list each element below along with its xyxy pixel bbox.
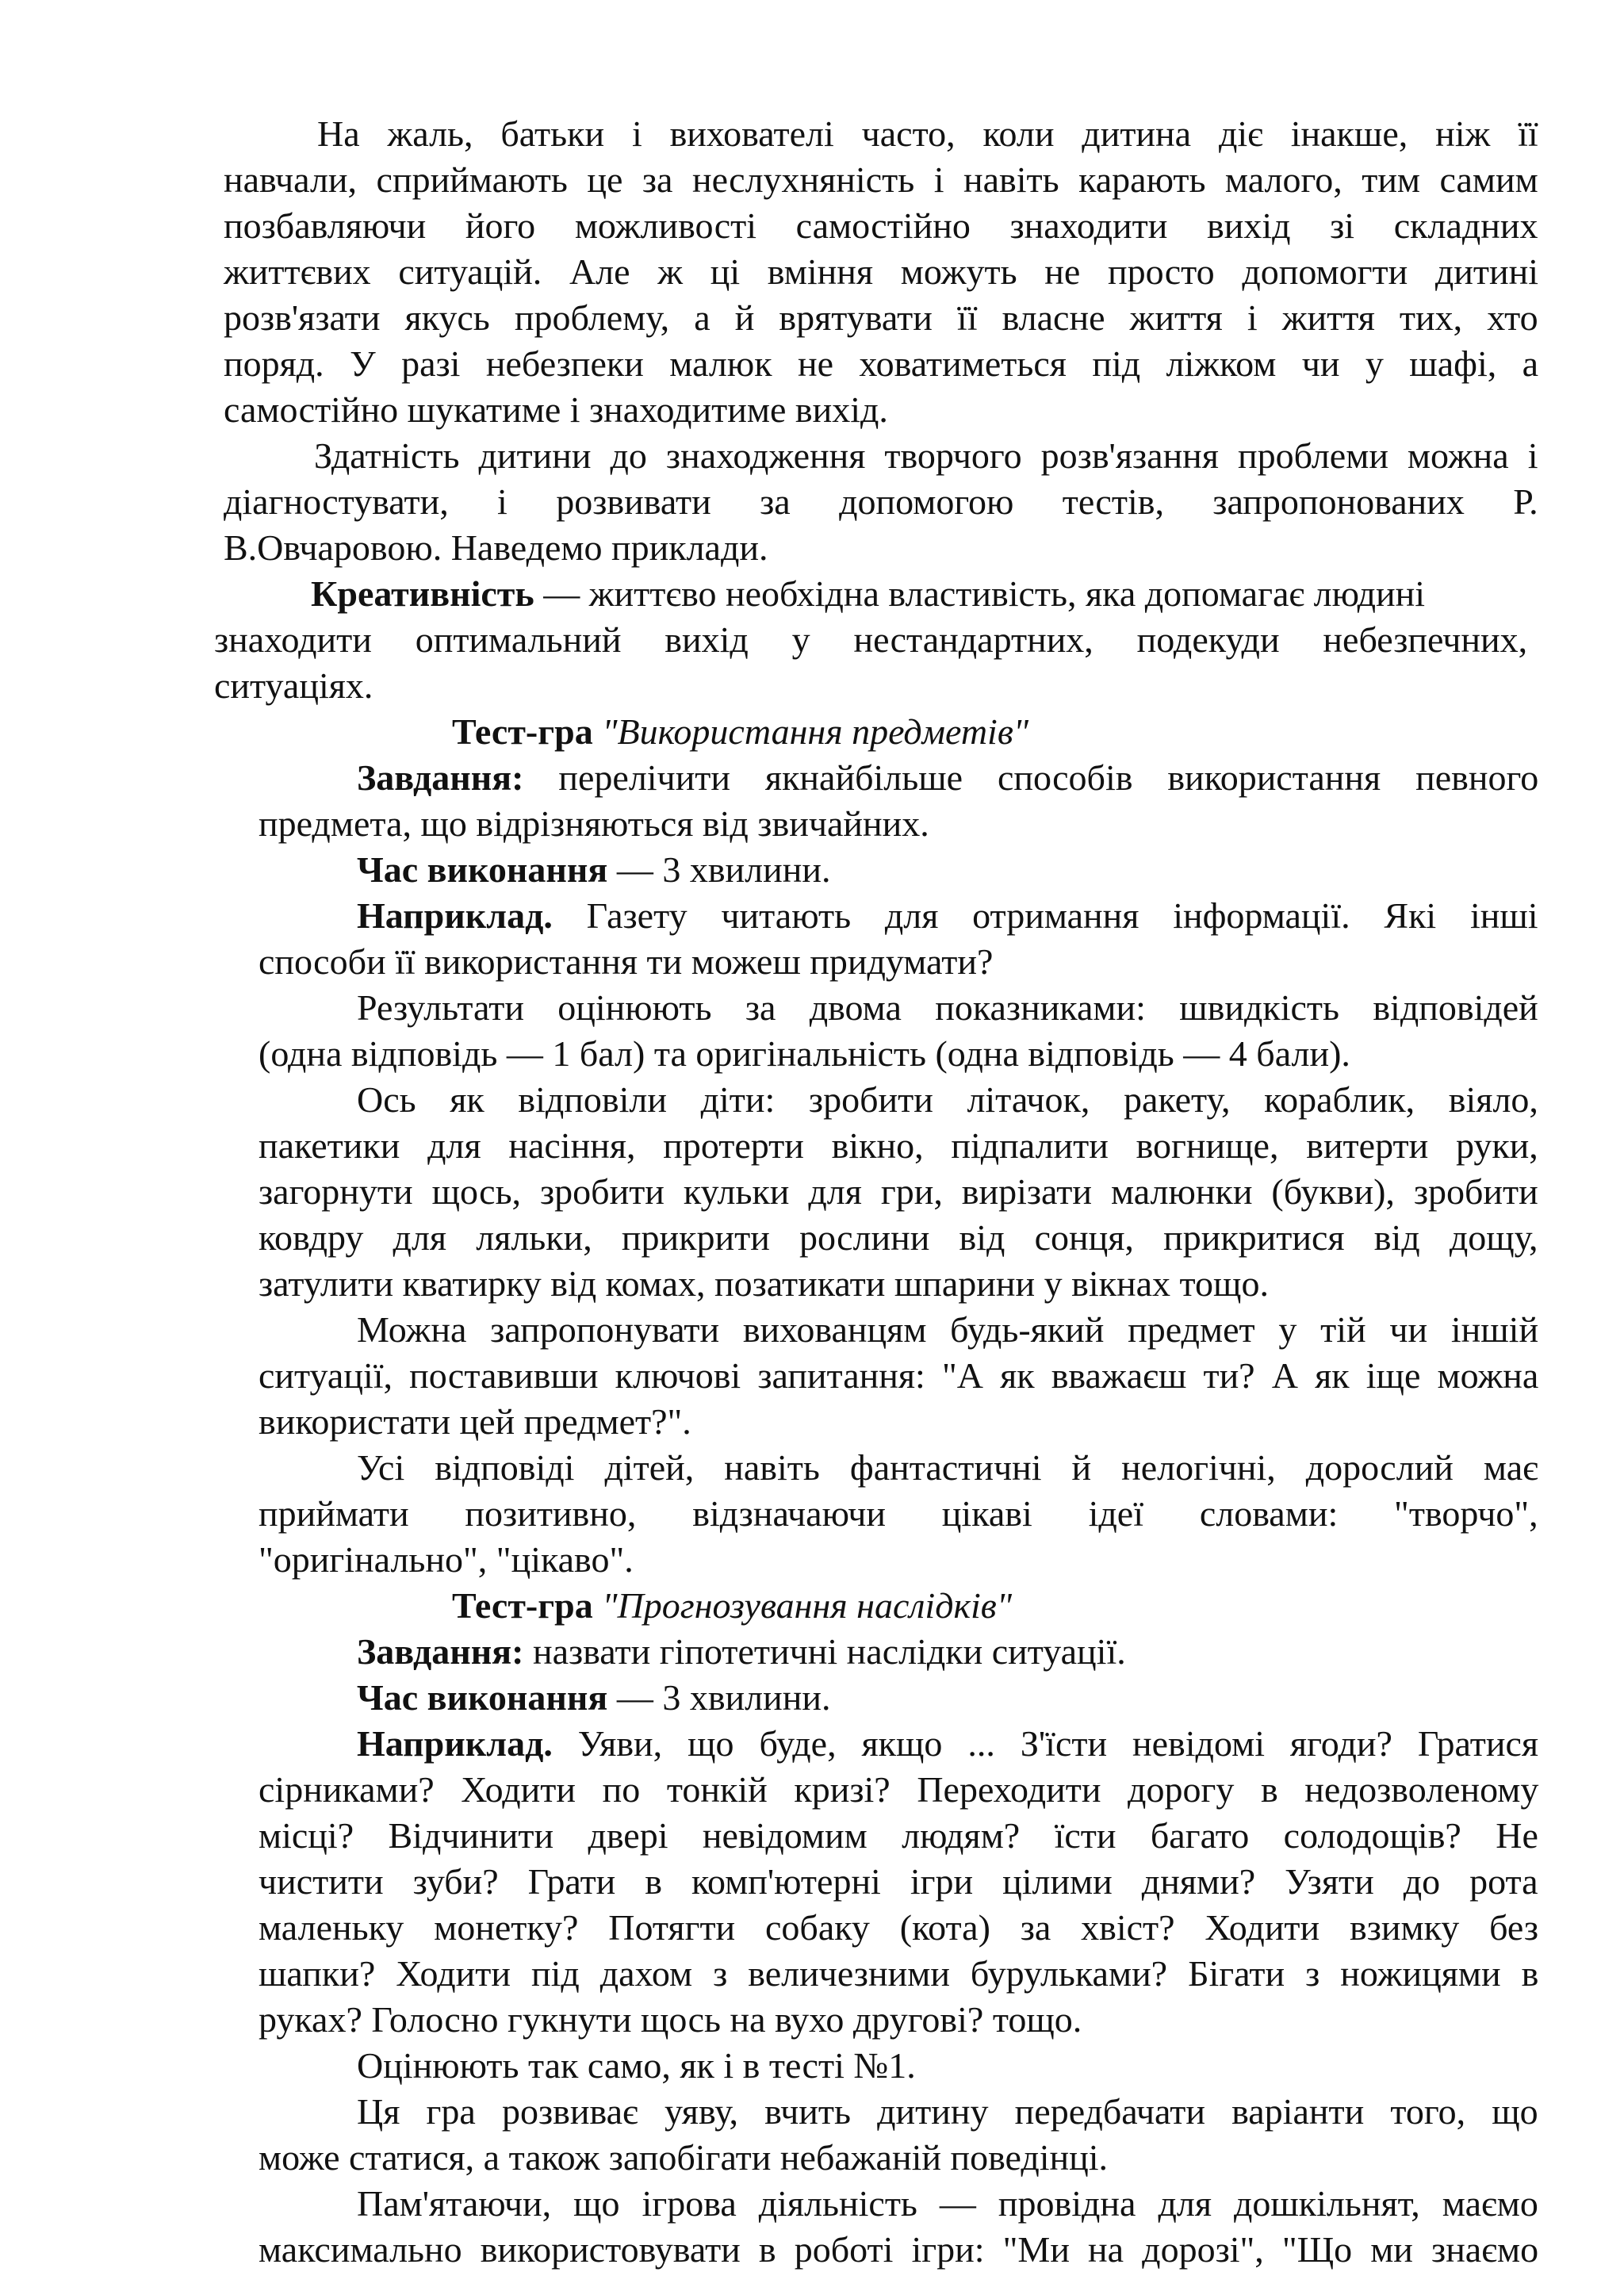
task-text: перелічити якнайбільше способів використання певного [523,757,1539,798]
time-label: Час виконання [357,1677,608,1718]
text-line: діагностувати, і розвивати за допомогою тестів, запропонованих Р. [224,481,1538,522]
text-line: Здатність дитини до знаходження творчого розв'язання проблеми можна і [314,435,1538,476]
text-line: чистити зуби? Грати в комп'ютерні ігри цілими днями? Узяти до рота [259,1861,1538,1902]
text-line: "оригінально", "цікаво". [259,1539,634,1580]
text-line: ковдру для ляльки, прикрити рослини від сонця, прикритися від дощу, [259,1217,1538,1258]
example-label: Наприклад. [357,895,553,936]
text-line: загорнути щось, зробити кульки для гри, вирізати малюнки (букви), зробити [259,1171,1538,1212]
definition-line [311,571,1425,617]
text-line: максимально використовувати в роботі ігри: "Ми на дорозі", "Що ми знаємо [259,2229,1539,2270]
text-line: В.Овчаровою. Наведемо приклади. [224,527,768,568]
text-line: ситуаціях. [214,665,373,706]
text-line: навчали, сприймають це за неслухняність і навіть карають малого, тим самим [224,159,1538,200]
text-line: може статися, а також запобігати небажаній поведінці. [259,2137,1109,2178]
example-text: Уяви, що буде, якщо ... З'їсти невідомі ягоди? Гратися [552,1723,1539,1764]
text-line: сірниками? Ходити по тонкій кризі? Переходити дорогу в недозволеному [259,1769,1539,1810]
text-line: ситуації, поставивши ключові запитання: "А як вважаєш ти? А як іще можна [259,1355,1539,1396]
text-line: затулити кватирку від комах, позатикати шпарини у вікнах тощо. [259,1263,1269,1304]
test-1-example [357,893,1538,939]
test-2-example [357,1721,1538,1767]
test-label: Тест-гра [452,1585,593,1626]
time-text: — 3 хвилини. [607,1677,831,1718]
text-line: На жаль, батьки і вихователі часто, коли дитина діє інакше, ніж її [317,113,1538,154]
text-line: місці? Відчинити двері невідомим людям? їсти багато солодощів? Не [259,1815,1538,1856]
text-line: самостійно шукатиме і знаходитиме вихід. [224,389,888,430]
test-1-heading [452,709,1028,755]
text-line: Усі відповіді дітей, навіть фантастичні й нелогічні, дорослий має [357,1447,1538,1488]
time-label: Час виконання [357,849,608,890]
task-text: назвати гіпотетичні наслідки ситуації. [523,1631,1126,1672]
test-1-time [357,847,830,893]
text-line: шапки? Ходити під дахом з величезними бурульками? Бігати з ножицями в [259,1953,1539,1994]
text-line: Пам'ятаючи, що ігрова діяльність — провідна для дошкільнят, маємо [357,2183,1538,2224]
text-line: поряд. У разі небезпеки малюк не ховатиметься під ліжком чи у шафі, а [224,343,1539,384]
text-line: позбавляючи його можливості самостійно знаходити вихід зі складних [224,205,1538,246]
text-line: маленьку монетку? Потягти собаку (кота) за хвіст? Ходити взимку без [259,1907,1539,1948]
test-2-heading [452,1583,1012,1629]
test-1-task [357,755,1538,801]
test-label: Тест-гра [452,711,593,752]
text-line: Оцінюють так само, як і в тесті №1. [357,2045,916,2086]
definition-text: — життєво необхідна властивість, яка допомагає людині [534,573,1426,614]
text-line: розв'язати якусь проблему, а й врятувати її власне життя і життя тих, хто [224,297,1538,338]
task-label: Завдання: [357,757,524,798]
text-line: життєвих ситуацій. Але ж ці вміння можуть не просто допомогти дитині [224,251,1539,292]
text-line: Ось як відповіли діти: зробити літачок, ракету, кораблик, віяло, [357,1079,1538,1120]
text-line: пакетики для насіння, протерти вікно, підпалити вогнище, витерти руки, [259,1125,1538,1166]
task-label: Завдання: [357,1631,524,1672]
test-name: "Прогнозування наслідків" [602,1585,1013,1626]
test-2-task [357,1629,1126,1675]
test-2-time [357,1675,830,1721]
text-line: Ця гра розвиває уяву, вчить дитину передбачати варіанти того, що [357,2091,1538,2132]
text-line: руках? Голосно гукнути щось на вухо другові? тощо. [259,1999,1082,2040]
test-name: "Використання предметів" [602,711,1029,752]
example-label: Наприклад. [357,1723,553,1764]
text-line: знаходити оптимальний вихід у нестандартних, подекуди небезпечних, [214,619,1528,660]
example-text: Газету читають для отримання інформації. Які інші [552,895,1538,936]
time-text: — 3 хвилини. [607,849,831,890]
text-line: (одна відповідь — 1 бал) та оригінальність (одна відповідь — 4 бали). [259,1033,1350,1074]
text-line: використати цей предмет?". [259,1401,691,1442]
text-line: приймати позитивно, відзначаючи цікаві ідеї словами: "творчо", [259,1493,1538,1534]
text-line: Результати оцінюють за двома показниками: швидкість відповідей [357,987,1538,1028]
text-line: способи її використання ти можеш придумати? [259,941,994,982]
text-line: Можна запропонувати вихованцям будь-який предмет у тій чи іншій [357,1309,1539,1350]
text-line: предмета, що відрізняються від звичайних. [259,803,929,844]
term-creativity: Креативність [311,573,534,614]
